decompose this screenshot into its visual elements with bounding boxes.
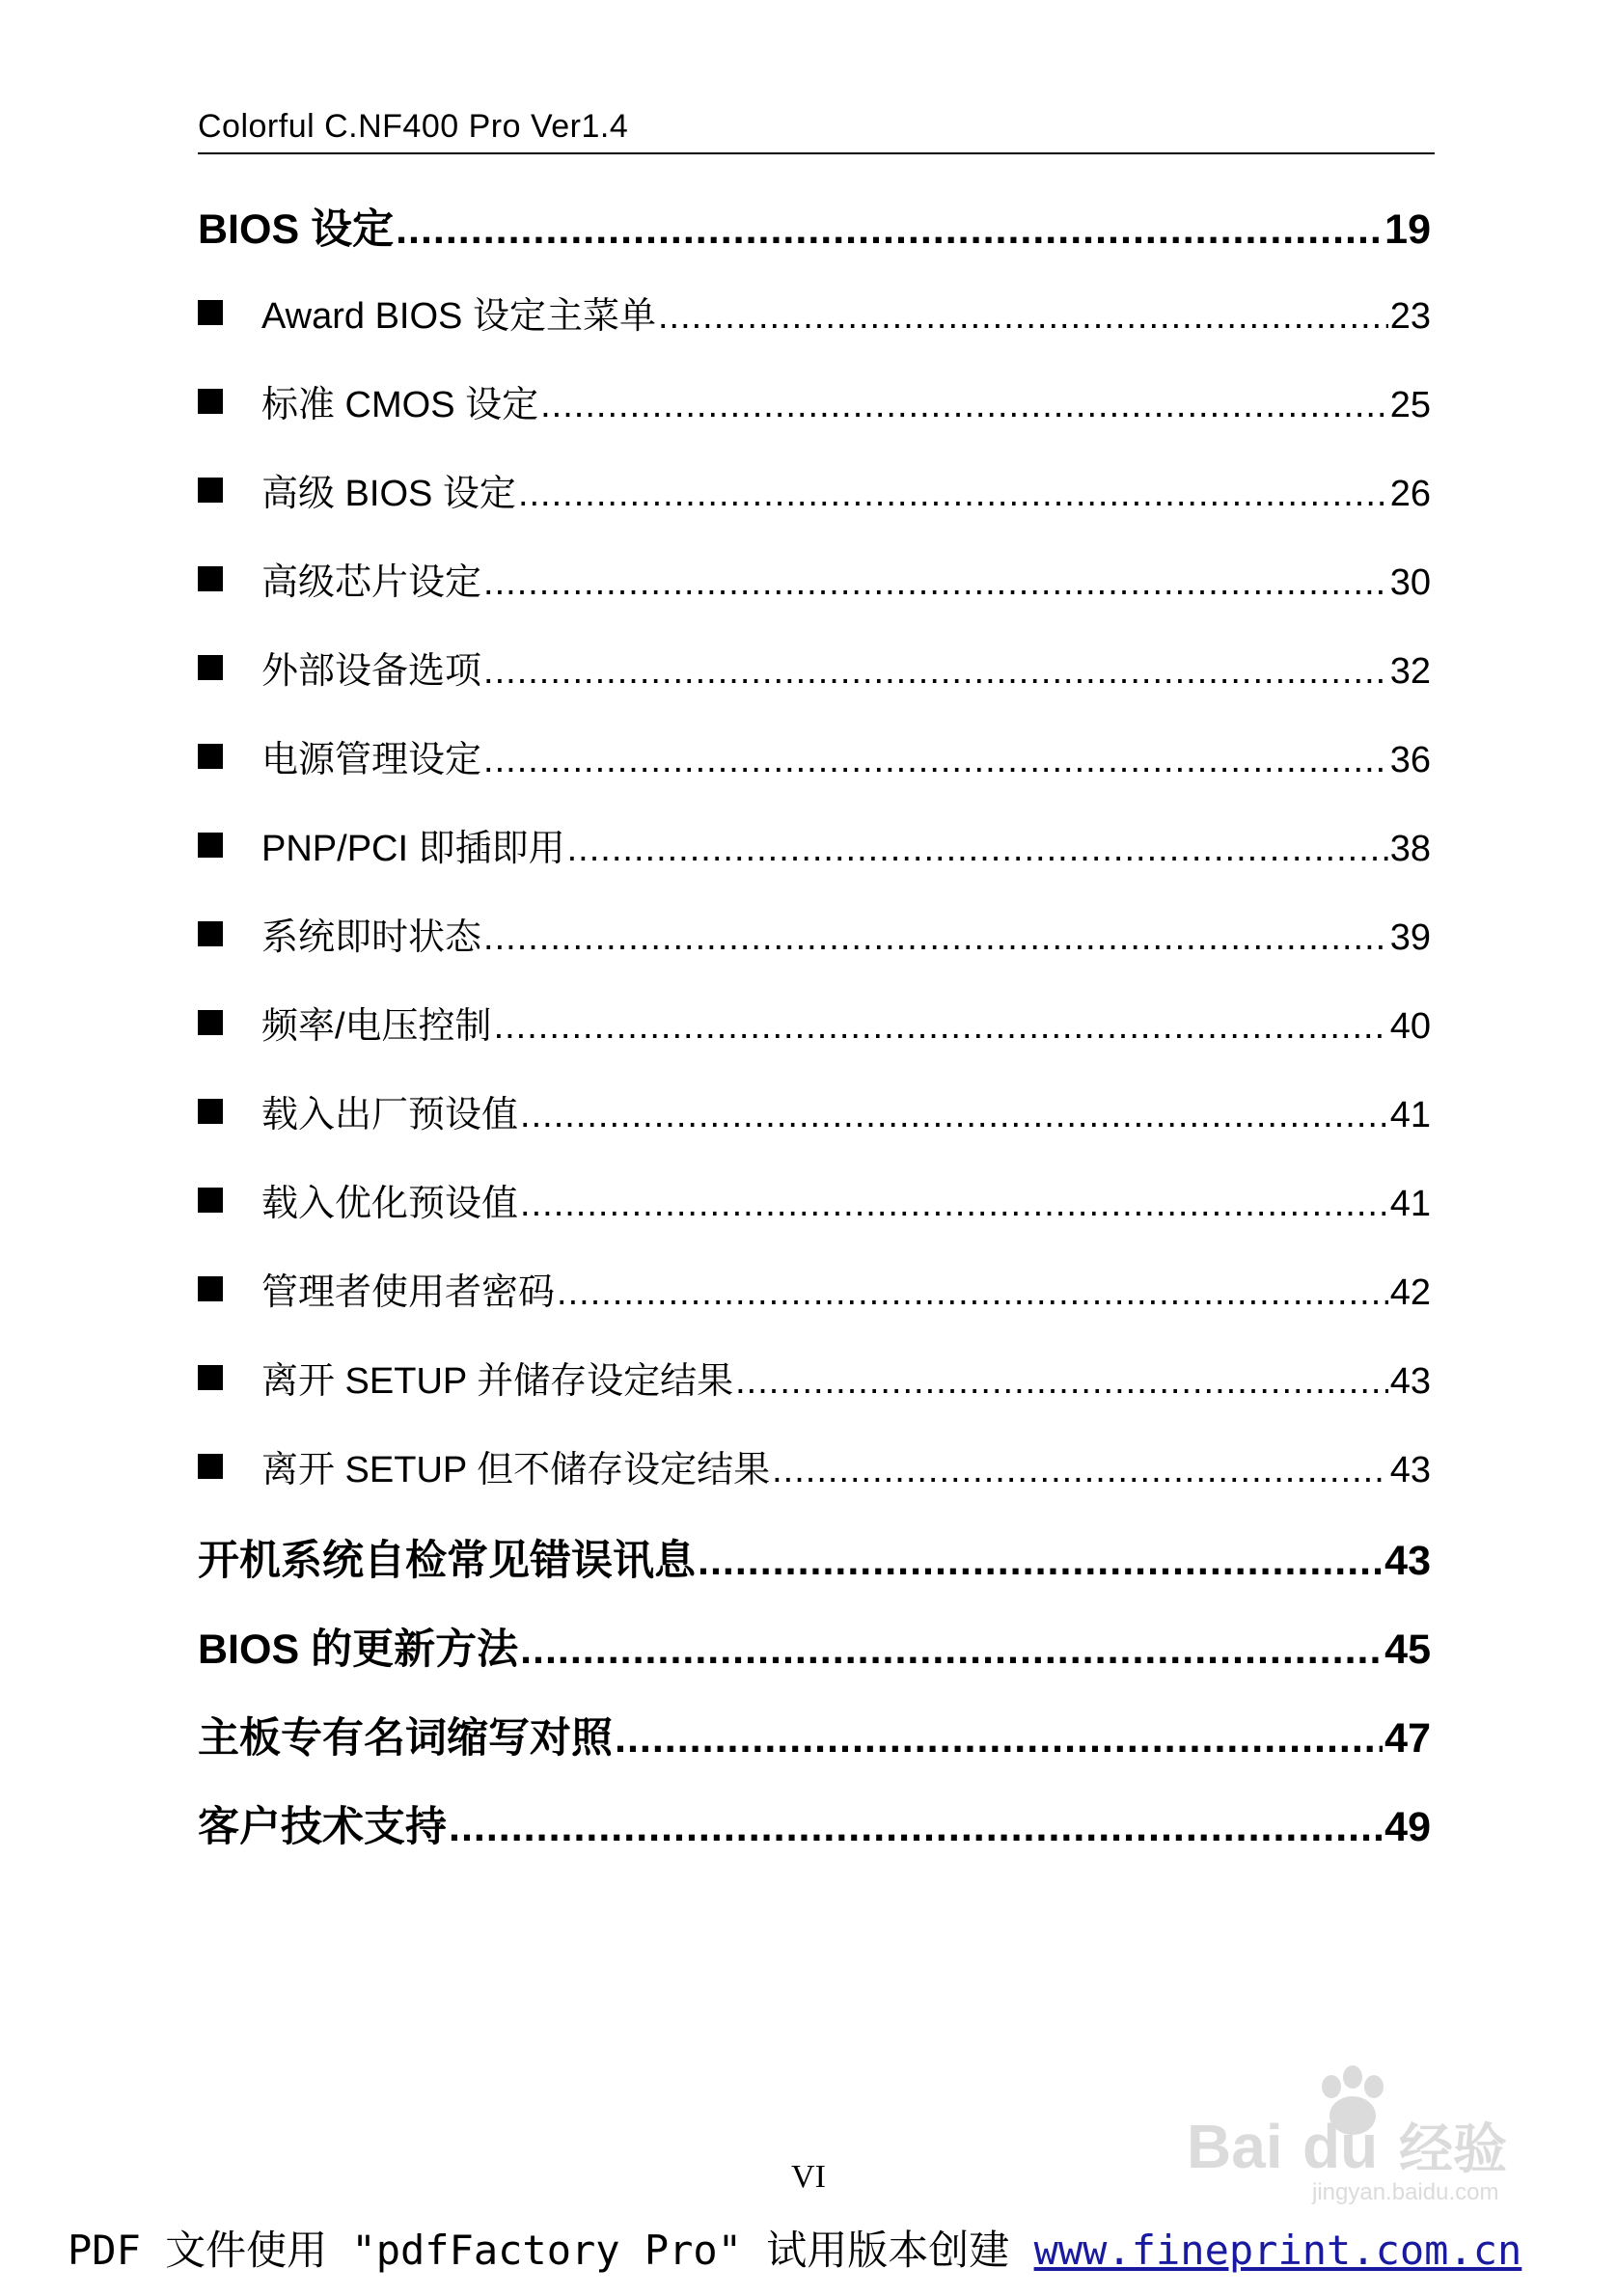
toc-entry-label: 频率/电压控制 <box>261 1006 492 1047</box>
document-header: Colorful C.NF400 Pro Ver1.4 <box>198 108 629 145</box>
bullet-square-icon <box>198 389 223 414</box>
toc-entry-page-number: 47 <box>1384 1715 1431 1762</box>
toc-entry-page-number: 40 <box>1389 1006 1431 1047</box>
header-divider <box>198 152 1435 154</box>
bullet-square-icon <box>198 1454 223 1479</box>
toc-entry-label: 标准 CMOS 设定 <box>261 385 539 425</box>
toc-entry-page-number: 42 <box>1389 1272 1431 1313</box>
bullet-square-icon <box>198 655 223 680</box>
toc-entry-page-number: 43 <box>1389 1361 1431 1402</box>
dot-leader <box>449 1804 1383 1851</box>
dot-leader <box>396 206 1383 254</box>
toc-entry-label: 高级 BIOS 设定 <box>261 474 516 514</box>
dot-leader <box>520 1095 1388 1136</box>
toc-entry-label: 高级芯片设定 <box>261 562 482 603</box>
toc-entry[interactable] <box>198 1351 1431 1404</box>
toc-entry-page-number: 38 <box>1389 829 1431 869</box>
toc-entry-label: BIOS 设定 <box>198 206 395 253</box>
toc-entry-page-number: 43 <box>1389 1450 1431 1490</box>
dot-leader <box>772 1450 1388 1491</box>
bullet-square-icon <box>198 1010 223 1035</box>
toc-entry[interactable] <box>198 1439 1431 1492</box>
toc-entry[interactable] <box>198 996 1431 1049</box>
toc-entry-label: 离开 SETUP 并储存设定结果 <box>261 1361 734 1402</box>
toc-entry[interactable] <box>198 1262 1431 1315</box>
toc-entry-label: 离开 SETUP 但不储存设定结果 <box>261 1450 771 1490</box>
dot-leader <box>520 1184 1388 1225</box>
bullet-square-icon <box>198 744 223 769</box>
toc-entry[interactable] <box>198 907 1431 960</box>
svg-text:经验: 经验 <box>1399 2118 1507 2181</box>
toc-entry-label: 客户技术支持 <box>198 1804 447 1850</box>
toc-entry[interactable] <box>198 818 1431 871</box>
dot-leader <box>483 562 1388 604</box>
toc-entry-page-number: 41 <box>1389 1184 1431 1224</box>
svg-text:jingyan.baidu.com: jingyan.baidu.com <box>1312 2179 1499 2204</box>
toc-entry-label: 载入优化预设值 <box>261 1184 519 1224</box>
fineprint-link[interactable]: www.fineprint.com.cn <box>1033 2227 1522 2274</box>
toc-entry-page-number: 39 <box>1389 917 1431 958</box>
bullet-square-icon <box>198 1099 223 1124</box>
toc-entry[interactable] <box>198 286 1431 339</box>
dot-leader <box>557 1272 1388 1314</box>
toc-entry-label: 管理者使用者密码 <box>261 1272 556 1313</box>
toc-entry-label: 系统即时状态 <box>261 917 482 958</box>
toc-entry-label: 电源管理设定 <box>261 740 482 780</box>
svg-text:du: du <box>1302 2112 1379 2181</box>
toc-entry-label: PNP/PCI 即插即用 <box>261 829 565 869</box>
dot-leader <box>658 296 1388 338</box>
page-number: VI <box>791 2159 826 2195</box>
toc-entry[interactable] <box>198 1528 1431 1587</box>
toc-entry-page-number: 32 <box>1389 651 1431 692</box>
toc-entry[interactable] <box>198 1173 1431 1226</box>
toc-entry[interactable] <box>198 463 1431 516</box>
toc-entry-label: 开机系统自检常见错误讯息 <box>198 1538 696 1584</box>
toc-entry-label: BIOS 的更新方法 <box>198 1626 519 1673</box>
pdf-notice-text: PDF 文件使用 "pdfFactory Pro" 试用版本创建 <box>68 2227 1010 2274</box>
toc-entry[interactable] <box>198 641 1431 694</box>
bullet-square-icon <box>198 921 223 946</box>
pdf-creator-notice <box>68 2219 1521 2277</box>
bullet-square-icon <box>198 833 223 858</box>
dot-leader <box>483 651 1388 693</box>
dot-leader <box>567 829 1388 870</box>
toc-entry-label: 主板专有名词缩写对照 <box>198 1715 613 1762</box>
toc-entry-page-number: 49 <box>1384 1804 1431 1850</box>
svg-text:Bai: Bai <box>1187 2112 1283 2181</box>
dot-leader <box>520 1626 1383 1674</box>
dot-leader <box>615 1715 1383 1763</box>
bullet-square-icon <box>198 300 223 325</box>
dot-leader <box>540 385 1388 426</box>
baidu-jingyan-watermark <box>1148 2060 1553 2204</box>
bullet-square-icon <box>198 566 223 591</box>
toc-entry[interactable] <box>198 552 1431 605</box>
toc-entry[interactable] <box>198 1794 1431 1853</box>
dot-leader <box>698 1538 1383 1585</box>
dot-leader <box>518 474 1388 515</box>
bullet-square-icon <box>198 478 223 503</box>
toc-entry-page-number: 36 <box>1389 740 1431 780</box>
toc-entry-page-number: 41 <box>1389 1095 1431 1135</box>
toc-entry-page-number: 43 <box>1384 1538 1431 1584</box>
dot-leader <box>483 740 1388 781</box>
toc-entry[interactable] <box>198 197 1431 256</box>
toc-entry[interactable] <box>198 374 1431 427</box>
dot-leader <box>735 1361 1388 1403</box>
dot-leader <box>494 1006 1388 1048</box>
toc-entry[interactable] <box>198 1084 1431 1137</box>
dot-leader <box>483 917 1388 959</box>
toc-entry-label: Award BIOS 设定主菜单 <box>261 296 656 337</box>
toc-entry-label: 外部设备选项 <box>261 651 482 692</box>
toc-entry[interactable] <box>198 1617 1431 1676</box>
toc-entry[interactable] <box>198 729 1431 782</box>
bullet-square-icon <box>198 1188 223 1213</box>
toc-entry-page-number: 26 <box>1389 474 1431 514</box>
toc-entry-page-number: 45 <box>1384 1626 1431 1673</box>
bullet-square-icon <box>198 1276 223 1301</box>
toc-entry-page-number: 23 <box>1389 296 1431 337</box>
toc-entry-label: 载入出厂预设值 <box>261 1095 519 1135</box>
toc-entry-page-number: 19 <box>1384 206 1431 253</box>
toc-entry[interactable] <box>198 1706 1431 1764</box>
bullet-square-icon <box>198 1365 223 1390</box>
toc-entry-page-number: 30 <box>1389 562 1431 603</box>
toc-entry-page-number: 25 <box>1389 385 1431 425</box>
